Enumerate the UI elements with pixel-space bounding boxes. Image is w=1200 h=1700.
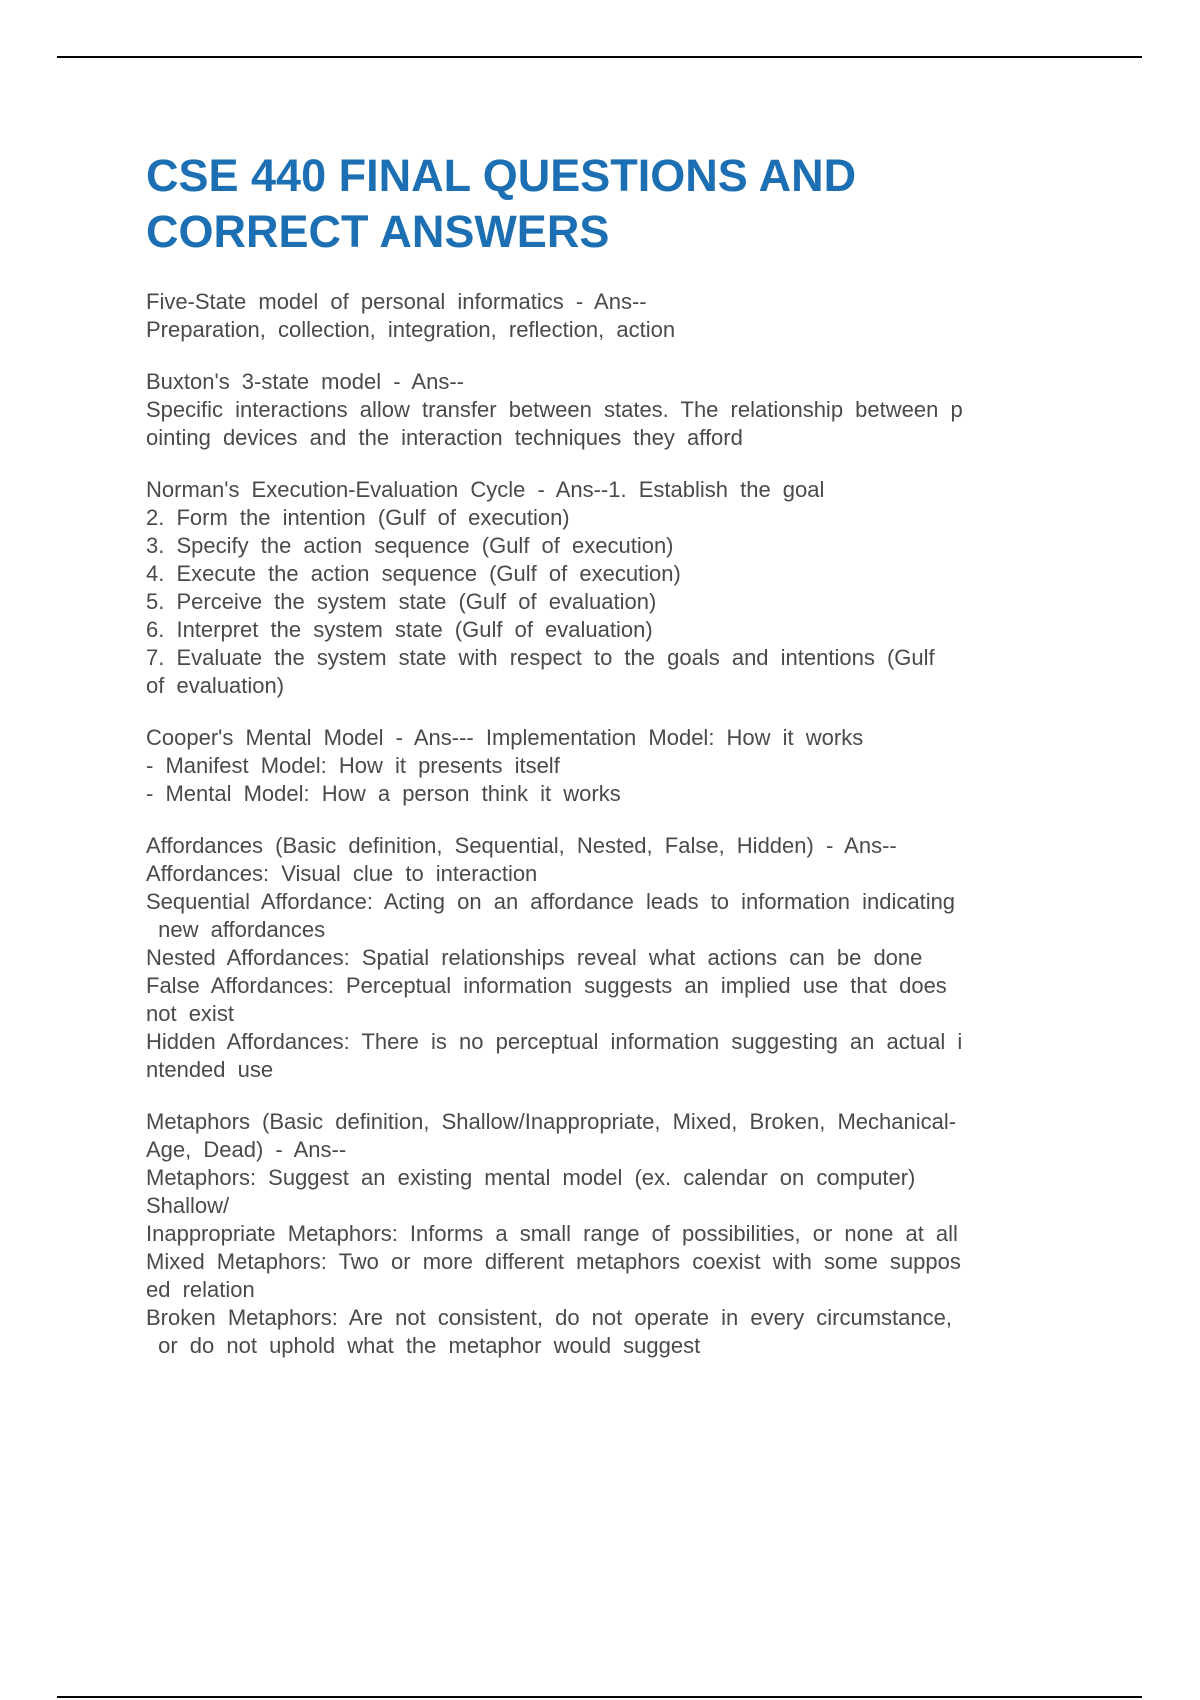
qa-entry: [146, 368, 1086, 452]
qa-answer-line: 7. Evaluate the system state with respect to the goals and intentions (Gulf: [146, 645, 935, 670]
qa-answer-line: 4. Execute the action sequence (Gulf of execution): [146, 561, 681, 586]
qa-question-line: Metaphors (Basic definition, Shallow/Inappropriate, Mixed, Broken, Mechanical-: [146, 1109, 957, 1134]
qa-question-line: Affordances (Basic definition, Sequential, Nested, False, Hidden) - Ans--: [146, 833, 897, 858]
qa-answer-line: - Mental Model: How a person think it works: [146, 781, 621, 806]
qa-entry: [146, 288, 1086, 344]
qa-answer-line: 2. Form the intention (Gulf of execution): [146, 505, 570, 530]
qa-answer-line: ointing devices and the interaction techniques they afford: [146, 425, 743, 450]
qa-answer-line: ntended use: [146, 1057, 274, 1082]
qa-answer-line: Inappropriate Metaphors: Informs a small range of possibilities, or none at all: [146, 1221, 958, 1246]
qa-answer-line: Affordances: Visual clue to interaction: [146, 861, 538, 886]
qa-answer-line: 5. Perceive the system state (Gulf of evaluation): [146, 589, 657, 614]
top-rule: [57, 56, 1142, 58]
qa-answer-line: 6. Interpret the system state (Gulf of evaluation): [146, 617, 653, 642]
qa-question-line: Buxton's 3-state model - Ans--: [146, 369, 464, 394]
qa-question-line: Norman's Execution-Evaluation Cycle - Ans--1. Establish the goal: [146, 477, 825, 502]
qa-answer-line: Metaphors: Suggest an existing mental model (ex. calendar on computer): [146, 1165, 916, 1190]
qa-answer-line: ed relation: [146, 1277, 255, 1302]
qa-answer-line: of evaluation): [146, 673, 285, 698]
qa-answer-line: not exist: [146, 1001, 234, 1026]
qa-entry: [146, 1108, 1086, 1360]
qa-answer-line: False Affordances: Perceptual information suggests an implied use that does: [146, 973, 947, 998]
title-line-2: CORRECT ANSWERS: [146, 206, 610, 257]
qa-answer-line: Preparation, collection, integration, reflection, action: [146, 317, 676, 342]
qa-answer-line: Hidden Affordances: There is no perceptual information suggesting an actual i: [146, 1029, 963, 1054]
qa-answer-line: Nested Affordances: Spatial relationships reveal what actions can be done: [146, 945, 923, 970]
qa-entry: [146, 476, 1086, 700]
qa-answer-line: or do not uphold what the metaphor would suggest: [146, 1333, 701, 1358]
qa-list: [146, 288, 1086, 1360]
qa-entry: [146, 724, 1086, 808]
qa-answer-line: new affordances: [146, 917, 326, 942]
qa-answer-line: Shallow/: [146, 1193, 230, 1218]
qa-question-line: Five-State model of personal informatics - Ans--: [146, 289, 647, 314]
qa-answer-line: Mixed Metaphors: Two or more different metaphors coexist with some suppos: [146, 1249, 961, 1274]
document-body: [146, 148, 1086, 1384]
qa-answer-line: Broken Metaphors: Are not consistent, do not operate in every circumstance,: [146, 1305, 952, 1330]
bottom-rule: [57, 1696, 1142, 1698]
title-line-1: CSE 440 FINAL QUESTIONS AND: [146, 150, 857, 201]
qa-entry: [146, 832, 1086, 1084]
qa-answer-line: 3. Specify the action sequence (Gulf of execution): [146, 533, 674, 558]
qa-answer-line: Age, Dead) - Ans--: [146, 1137, 347, 1162]
qa-question-line: Cooper's Mental Model - Ans--- Implementation Model: How it works: [146, 725, 864, 750]
qa-answer-line: Sequential Affordance: Acting on an affordance leads to information indicating: [146, 889, 956, 914]
document-title: [146, 148, 1086, 260]
qa-answer-line: Specific interactions allow transfer between states. The relationship between p: [146, 397, 963, 422]
qa-answer-line: - Manifest Model: How it presents itself: [146, 753, 560, 778]
